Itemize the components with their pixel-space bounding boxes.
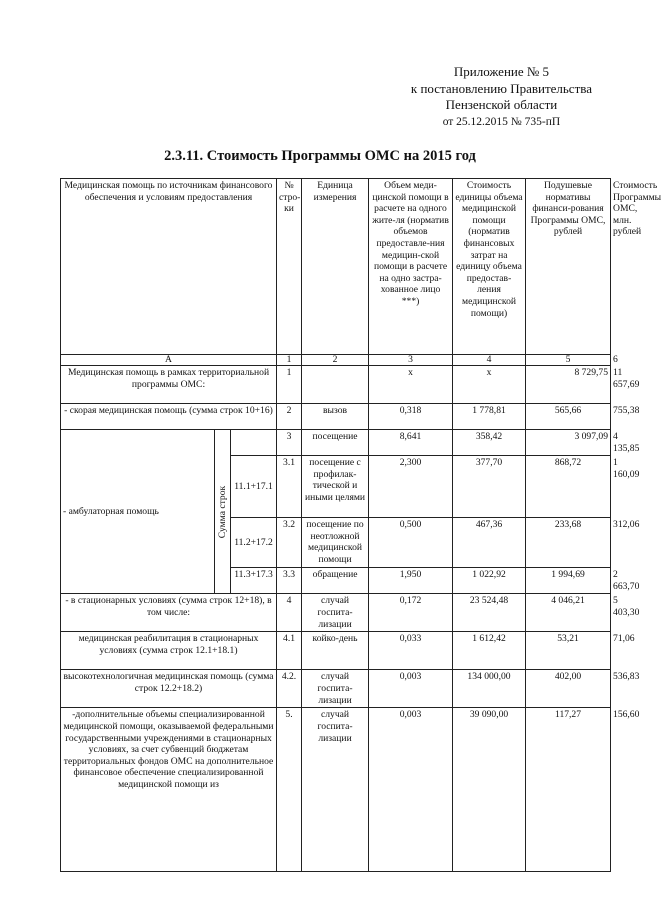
row-name: высокотехнологичная медицинская помощь (сумма строк 12.2+18.2) xyxy=(61,670,277,708)
row-volume: 0,003 xyxy=(369,708,453,872)
table-row: - скорая медицинская помощь (сумма строк 10+16) 2 вызов 0,318 1 778,81 565,66 755,38 xyxy=(61,404,611,430)
row-volume: 0,172 xyxy=(369,594,453,632)
row-unit: посещение с профилак-тической и иными целями xyxy=(302,456,369,518)
sum-rows-text: Сумма строк xyxy=(216,485,228,538)
table-header-row: Медицинская помощь по источникам финансового обеспечения и условиям предоставления № стро-ки Единица измерения Объем меди-цинской помощи в расчете на одного жите-ля (норматив объемов предоставле-ния медицин-ской помощи в расчете на одно застра-хованное лицо ***) Стоимость единицы объема медицинской помощи (норматив финансовых затрат на единицу объема предостав-ления медицинской помощи) Подушевые нормативы финанси-рования Программы ОМС, рублей Стоимость Программы ОМС, млн. рублей xyxy=(61,179,611,355)
colnum-3: 3 xyxy=(369,355,453,366)
row-per-capita: 233,68 xyxy=(526,518,611,568)
row-name: - скорая медицинская помощь (сумма строк 10+16) xyxy=(61,404,277,430)
row-per-capita: 117,27 xyxy=(526,708,611,872)
document-header xyxy=(411,64,592,130)
row-name: - в стационарных условиях (сумма строк 12+18), в том числе: xyxy=(61,594,277,632)
appendix-label: Приложение № 5 xyxy=(453,64,550,79)
region-label: Пензенской области xyxy=(445,97,558,112)
resolution-label: к постановлению Правительства xyxy=(410,80,592,96)
row-name: Медицинская помощь в рамках территориальной программы ОМС: xyxy=(61,366,277,404)
row-unit-cost: 1 022,92 xyxy=(453,568,526,594)
colnum-5: 5 xyxy=(526,355,611,366)
row-unit-cost: 377,70 xyxy=(453,456,526,518)
row-number: 1 xyxy=(277,366,302,404)
colnum-a: А xyxy=(61,355,277,366)
row-unit: посещение по неотложной медицинской помощи xyxy=(302,518,369,568)
row-unit-cost: 467,36 xyxy=(453,518,526,568)
row-volume: 2,300 xyxy=(369,456,453,518)
table-row: 11.2+17.2 3.2 посещение по неотложной медицинской помощи 0,500 467,36 233,68 312,06 xyxy=(61,518,611,568)
row-number: 3 xyxy=(277,430,302,456)
row-number: 4.2. xyxy=(277,670,302,708)
row-unit-cost: x xyxy=(453,366,526,404)
row-unit-cost: 1 778,81 xyxy=(453,404,526,430)
row-unit-cost: 23 524,48 xyxy=(453,594,526,632)
table-row: высокотехнологичная медицинская помощь (сумма строк 12.2+18.2) 4.2. случай госпита-лизации 0,003 134 000,00 402,00 536,83 xyxy=(61,670,611,708)
col-header-row-number: № стро-ки xyxy=(277,179,302,355)
row-volume: 8,641 xyxy=(369,430,453,456)
row-subcode: 11.1+17.1 xyxy=(231,456,277,518)
cost-table xyxy=(60,178,661,872)
row-volume: 0,003 xyxy=(369,670,453,708)
table-row: 11.3+17.3 3.3 обращение 1,950 1 022,92 1 994,69 2 663,70 xyxy=(61,568,611,594)
row-volume: 1,950 xyxy=(369,568,453,594)
col-header-unit: Единица измерения xyxy=(302,179,369,355)
row-per-capita: 8 729,75 xyxy=(526,366,611,404)
page-title: 2.3.11. Стоимость Программы ОМС на 2015 год xyxy=(164,148,476,164)
row-unit-cost: 1 612,42 xyxy=(453,632,526,670)
subcode-empty xyxy=(231,430,277,456)
row-number: 3.2 xyxy=(277,518,302,568)
row-name: -дополнительные объемы специализированной медицинской помощи, оказываемой федеральными государственными учреждениями в стационарных условиях, за счет субвенций бюджетам территориальных фондов ОМС на дополнительное финансовое обеспечение специализированной медицинской помощи из xyxy=(61,708,277,872)
row-number: 3.1 xyxy=(277,456,302,518)
row-unit-cost: 134 000,00 xyxy=(453,670,526,708)
row-number: 5. xyxy=(277,708,302,872)
row-volume: 0,500 xyxy=(369,518,453,568)
row-unit: случай госпита-лизации xyxy=(302,594,369,632)
row-name: медицинская реабилитация в стационарных условиях (сумма строк 12.1+18.1) xyxy=(61,632,277,670)
row-number: 2 xyxy=(277,404,302,430)
table-row: медицинская реабилитация в стационарных условиях (сумма строк 12.1+18.1) 4.1 койко-день 0,033 1 612,42 53,21 71,06 xyxy=(61,632,611,670)
row-per-capita: 53,21 xyxy=(526,632,611,670)
row-number: 4.1 xyxy=(277,632,302,670)
row-per-capita: 402,00 xyxy=(526,670,611,708)
colnum-1: 1 xyxy=(277,355,302,366)
row-unit xyxy=(302,366,369,404)
col-header-per-capita: Подушевые нормативы финанси-рования Программы ОМС, рублей xyxy=(526,179,611,355)
row-unit: случай госпита-лизации xyxy=(302,670,369,708)
col-header-volume: Объем меди-цинской помощи в расчете на одного жите-ля (норматив объемов предоставле-ния медицин-ской помощи в расчете на одно застра-хованное лицо ***) xyxy=(369,179,453,355)
table-row: - в стационарных условиях (сумма строк 12+18), в том числе: 4 случай госпита-лизации 0,172 23 524,48 4 046,21 5 403,30 xyxy=(61,594,611,632)
row-per-capita: 565,66 xyxy=(526,404,611,430)
row-per-capita: 1 994,69 xyxy=(526,568,611,594)
row-per-capita: 868,72 xyxy=(526,456,611,518)
row-unit: посещение xyxy=(302,430,369,456)
row-unit: койко-день xyxy=(302,632,369,670)
row-subcode: 11.3+17.3 xyxy=(231,568,277,594)
row-volume: x xyxy=(369,366,453,404)
col-header-care: Медицинская помощь по источникам финансового обеспечения и условиям предоставления xyxy=(61,179,277,355)
row-number: 3.3 xyxy=(277,568,302,594)
sum-rows-vertical-label xyxy=(215,430,231,594)
row-unit-cost: 39 090,00 xyxy=(453,708,526,872)
row-unit-cost: 358,42 xyxy=(453,430,526,456)
row-per-capita: 3 097,09 xyxy=(526,430,611,456)
row-per-capita: 4 046,21 xyxy=(526,594,611,632)
table-row: -дополнительные объемы специализированной медицинской помощи, оказываемой федеральными государственными учреждениями в стационарных условиях, за счет субвенций бюджетам территориальных фондов ОМС на дополнительное финансовое обеспечение специализированной медицинской помощи из 5. случай госпита-лизации 0,003 39 090,00 117,27 156,60 xyxy=(61,708,611,872)
column-number-row: А 1 2 3 4 5 6 xyxy=(61,355,611,366)
row-subcode: 11.2+17.2 xyxy=(231,518,277,568)
table-row: 11.1+17.1 3.1 посещение с профилак-тической и иными целями 2,300 377,70 868,72 1 160,09 xyxy=(61,456,611,518)
row-volume: 0,033 xyxy=(369,632,453,670)
row-volume: 0,318 xyxy=(369,404,453,430)
row-unit: случай госпита-лизации xyxy=(302,708,369,872)
resolution-date: от 25.12.2015 № 735-пП xyxy=(442,115,561,128)
ambulatory-label: - амбулаторная помощь xyxy=(61,430,215,594)
table-row: - амбулаторная помощь Сумма строк 3 посещение 8,641 358,42 3 097,09 4 135,85 xyxy=(61,430,611,456)
row-unit: обращение xyxy=(302,568,369,594)
table-row: Медицинская помощь в рамках территориальной программы ОМС: 1 x x 8 729,75 11 657,69 xyxy=(61,366,611,404)
row-unit: вызов xyxy=(302,404,369,430)
colnum-4: 4 xyxy=(453,355,526,366)
row-number: 4 xyxy=(277,594,302,632)
colnum-2: 2 xyxy=(302,355,369,366)
col-header-unit-cost: Стоимость единицы объема медицинской помощи (норматив финансовых затрат на единицу объема предостав-ления медицинской помощи) xyxy=(453,179,526,355)
